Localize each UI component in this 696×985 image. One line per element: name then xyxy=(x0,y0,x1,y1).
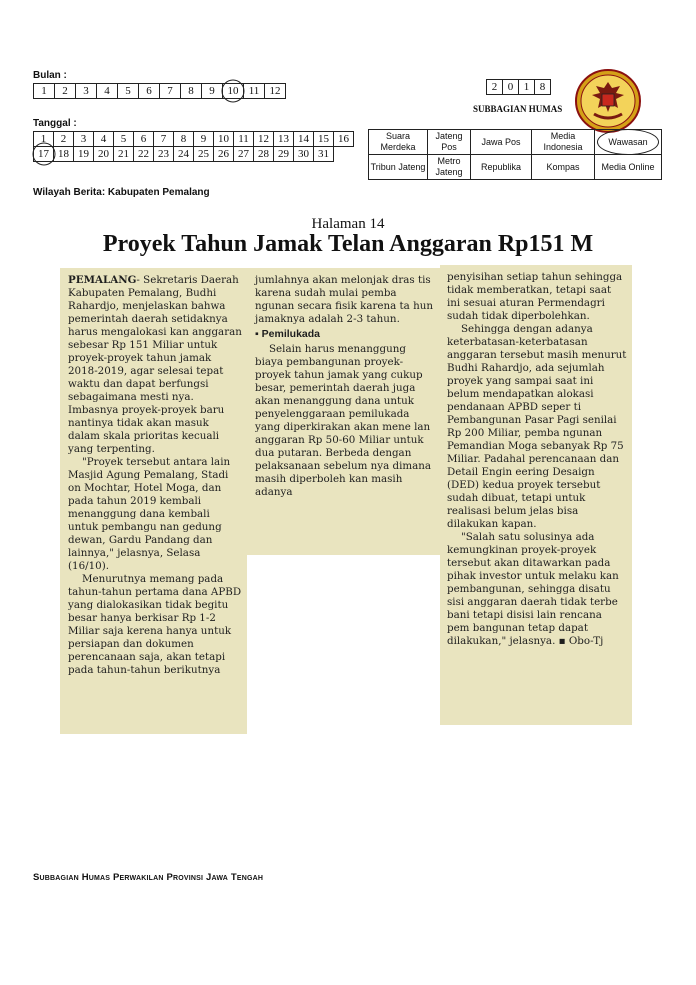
grid-cell: 12 xyxy=(265,84,286,99)
grid-cell: 4 xyxy=(97,84,118,99)
month-grid xyxy=(33,83,286,99)
grid-cell: 30 xyxy=(294,147,314,162)
garuda-emblem-icon xyxy=(574,68,642,134)
article-paragraph: penyisihan setiap tahun sehingga tidak memberatkan, tetapi saat ini sesuai aturan Permendagri sudah tidak diperbolehkan. xyxy=(447,271,623,322)
grid-cell: 3 xyxy=(76,84,97,99)
media-cell: Republika xyxy=(471,155,532,180)
grid-cell: 31 xyxy=(314,147,334,162)
article-paragraph: "Salah satu solusinya ada kemungkinan proyek-proyek tersebut akan ditawarkan pada pihak investor untuk melaku kan pembangunan, sehingga disatu sisi anggaran daerah tidak terbe bani tetapi disisi lain rencana pem bangunan tetap dapat dilakukan," jelasnya. ▪ Obo-Tj xyxy=(447,531,619,647)
grid-cell: 2 xyxy=(487,80,503,95)
grid-cell: 24 xyxy=(174,147,194,162)
article-paragraph: "Proyek tersebut antara lain Masjid Agung Pemalang, Stadi on Mochtar, Hotel Moga, dan pada tahun 2019 kembali menanggung dana kembali untuk pembangu nan gedung dewan, Gardu Pandang dan lainnya," jelasnya, Selasa (16/10). xyxy=(68,456,231,572)
grid-cell: 10 xyxy=(214,132,234,147)
article-column-1 xyxy=(60,268,247,734)
article-paragraph: Menurutnya memang pada tahun-tahun pertama dana APBD yang dialokasikan tidak begitu besar hanya berkisar Rp 1-2 Miliar saja kerena hanya untuk persiapan dan dokumen perencanaan saja, akan tetapi pada tahun-tahun berikutnya xyxy=(68,573,242,676)
media-cell: Metro Jateng xyxy=(428,155,471,180)
grid-cell: 2 xyxy=(54,132,74,147)
article-paragraph: Sehingga dengan adanya keterbatasan-keterbatasan anggaran tersebut masih menurut Budhi Rahardjo, ada sejumlah proyek yang sampai saat ini belum mendapatkan alokasi pendanaan APBD seper ti Pembangunan Pasar Pagi senilai Rp 200 Miliar, pemba ngunan Pemandian Moga sebanyak Rp 75 Miliar. Padahal perencanaan dan Detail Engin eering Desaign (DED) kedua proyek tersebut sudah dibuat, tetapi untuk realisasi belum jelas bisa dilakukan kapan. xyxy=(447,323,627,530)
grid-cell: 19 xyxy=(74,147,94,162)
media-cell: Tribun Jateng xyxy=(369,155,428,180)
grid-cell: 11 xyxy=(234,132,254,147)
article-paragraph: jumlahnya akan melonjak dras tis karena sudah mulai pemba ngunan secara fisik karena ta hun jamaknya adalah 2-3 tahun. xyxy=(255,274,433,325)
grid-cell: 3 xyxy=(74,132,94,147)
grid-cell: 27 xyxy=(234,147,254,162)
grid-cell: 21 xyxy=(114,147,134,162)
media-cell: Kompas xyxy=(532,155,595,180)
media-cell: Media Online xyxy=(595,155,662,180)
grid-cell: 2 xyxy=(55,84,76,99)
year-grid xyxy=(486,79,551,95)
grid-cell: 20 xyxy=(94,147,114,162)
grid-cell: 13 xyxy=(274,132,294,147)
grid-cell: 9 xyxy=(194,132,214,147)
media-table xyxy=(368,129,662,180)
date-grid xyxy=(33,131,354,162)
grid-cell: 6 xyxy=(139,84,160,99)
grid-cell: 15 xyxy=(314,132,334,147)
media-cell: Jawa Pos xyxy=(471,130,532,155)
grid-cell: 14 xyxy=(294,132,314,147)
grid-cell: 23 xyxy=(154,147,174,162)
grid-cell: 1 xyxy=(34,84,55,99)
article-column-3 xyxy=(440,265,632,725)
grid-cell: 17 xyxy=(34,147,54,162)
grid-cell: 4 xyxy=(94,132,114,147)
section-subhead: ▪ Pemilukada xyxy=(255,328,320,340)
grid-cell: 26 xyxy=(214,147,234,162)
dept-name: SUBBAGIAN HUMAS xyxy=(473,104,563,114)
grid-cell: 1 xyxy=(34,132,54,147)
media-cell: Wawasan xyxy=(595,130,662,155)
headline: Proyek Tahun Jamak Telan Anggaran Rp151 M xyxy=(102,231,594,257)
grid-cell: 8 xyxy=(174,132,194,147)
grid-cell: 12 xyxy=(254,132,274,147)
grid-cell: 5 xyxy=(118,84,139,99)
grid-cell: 9 xyxy=(202,84,223,99)
dateline: PEMALANG xyxy=(68,274,137,286)
article-paragraph: PEMALANG- Sekretaris Daerah Kabupaten Pemalang, Budhi Rahardjo, menjelaskan bahwa pemerintah daerah setidaknya harus mengalokasi kan anggaran sebesar Rp 151 Miliar untuk proyek-proyek tahun jamak 2018-2019, agar selesai tepat waktu dan dapat berfungsi sebagaimana mesti nya. Imbasnya proyek-proyek baru nantinya tidak akan masuk dalam skala prioritas kecuali yang terpenting. xyxy=(68,274,242,455)
region-label: Wilayah Berita: Kabupaten Pemalang xyxy=(33,187,210,198)
grid-cell: 8 xyxy=(181,84,202,99)
grid-cell: 0 xyxy=(503,80,519,95)
grid-cell: 8 xyxy=(535,80,551,95)
grid-cell: 6 xyxy=(134,132,154,147)
article-column-2 xyxy=(247,268,440,555)
page-number-label: Halaman 14 xyxy=(311,216,385,232)
grid-cell: 5 xyxy=(114,132,134,147)
grid-cell: 7 xyxy=(160,84,181,99)
footer-text: Subbagian Humas Perwakilan Provinsi Jawa Tengah xyxy=(33,872,264,883)
grid-cell: 1 xyxy=(519,80,535,95)
media-cell: Jateng Pos xyxy=(428,130,471,155)
media-cell: Media Indonesia xyxy=(532,130,595,155)
grid-cell: 10 xyxy=(223,84,244,99)
grid-cell: 22 xyxy=(134,147,154,162)
grid-cell: 18 xyxy=(54,147,74,162)
article-paragraph: Selain harus menanggung biaya pembangunan proyek-proyek tahun jamak yang cukup besar, pemerintah daerah juga akan menanggung dana untuk penyelenggaraan pemilukada yang diperkirakan akan mene lan anggaran Rp 50-60 Miliar untuk dua putaran. Berbeda dengan pelaksanaan sebelum nya dimana masih diperboleh kan masih adanya xyxy=(255,343,432,498)
grid-cell: 25 xyxy=(194,147,214,162)
grid-cell: 28 xyxy=(254,147,274,162)
grid-cell: 29 xyxy=(274,147,294,162)
grid-cell: 7 xyxy=(154,132,174,147)
grid-cell: 11 xyxy=(244,84,265,99)
bulan-label: Bulan : xyxy=(33,70,67,81)
tanggal-label: Tanggal : xyxy=(33,118,77,129)
grid-cell: 16 xyxy=(334,132,354,147)
media-cell: Suara Merdeka xyxy=(369,130,428,155)
